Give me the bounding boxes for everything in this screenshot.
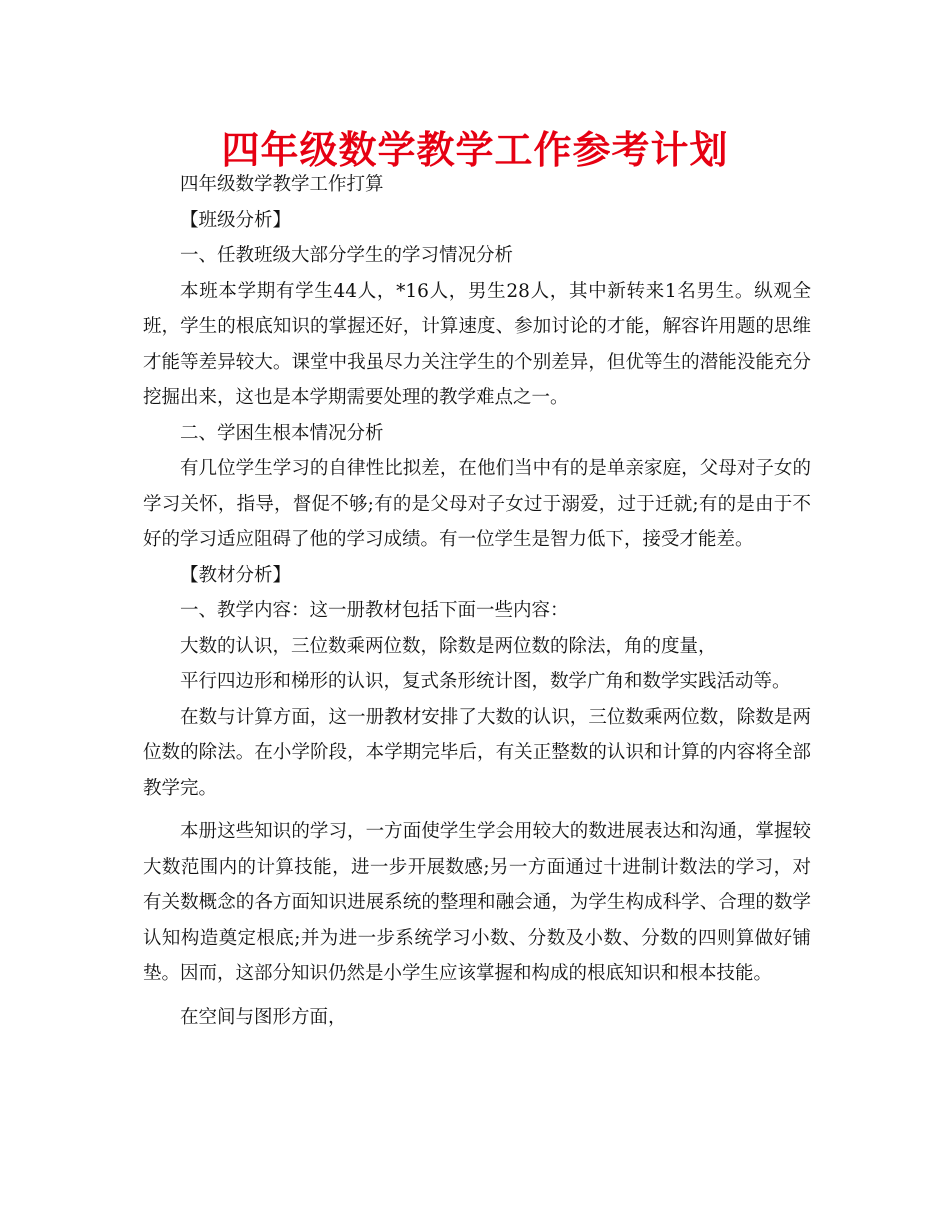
subheading-student-analysis: 一、任教班级大部分学生的学习情况分析 bbox=[180, 245, 514, 266]
subheading-struggling-students: 二、学困生根本情况分析 bbox=[180, 422, 384, 444]
paragraph-space-shapes: 在空间与图形方面， bbox=[180, 1006, 347, 1028]
paragraph-knowledge-goals: 本册这些知识的学习，一方面使学生学会用较大的数进展表达和沟通，掌握较大数范围内的计算技能，进一步开展数感;另一方面通过十进制计数法的学习，对有关数概念的各方面知识进展系统的整理和融会通，为学生构成科学、合理的数学认知构造奠定根底;并为进一步系统学习小数、分数及小数、分数的四则算做好铺垫。因而，这部分知识仍然是小学生应该掌握和构成的根底知识和根本技能。 bbox=[143, 821, 811, 984]
section-heading-class-analysis: 【班级分析】 bbox=[180, 209, 292, 231]
section-heading-textbook-analysis: 【教材分析】 bbox=[180, 564, 292, 586]
paragraph-class-overview: 本班本学期有学生44人，*16人，男生28人，其中新转来1名男生。纵观全班，学生的根底知识的掌握还好，计算速度、参加讨论的才能，解容许用题的思维才能等差异较大。课堂中我虽尽力关注学生的个别差异，但优等生的潜能没能充分挖掘出来，这也是本学期需要处理的教学难点之一。 bbox=[143, 280, 811, 408]
subheading-teaching-content: 一、教学内容：这一册教材包括下面一些内容： bbox=[180, 600, 569, 621]
paragraph-subtitle: 四年级数学教学工作打算 bbox=[180, 174, 384, 195]
paragraph-content-list-1: 大数的认识，三位数乘两位数，除数是两位数的除法，角的度量， bbox=[180, 635, 717, 657]
document-body bbox=[143, 167, 811, 1035]
paragraph-content-list-2: 平行四边形和梯形的认识，复式条形统计图，数学广角和数学实践活动等。 bbox=[180, 671, 791, 692]
document-title: 四年级数学教学工作参考计划 bbox=[221, 128, 729, 172]
paragraph-struggling-students: 有几位学生学习的自律性比拟差，在他们当中有的是单亲家庭，父母对子女的学习关怀，指导，督促不够;有的是父母对子女过于溺爱，过于迁就;有的是由于不好的学习适应阻碍了他的学习成绩。有一位学生是智力低下，接受才能差。 bbox=[143, 458, 811, 550]
paragraph-number-calculation: 在数与计算方面，这一册教材安排了大数的认识，三位数乘两位数，除数是两位数的除法。在小学阶段，本学期完毕后，有关正整数的认识和计算的内容将全部教学完。 bbox=[143, 706, 811, 799]
